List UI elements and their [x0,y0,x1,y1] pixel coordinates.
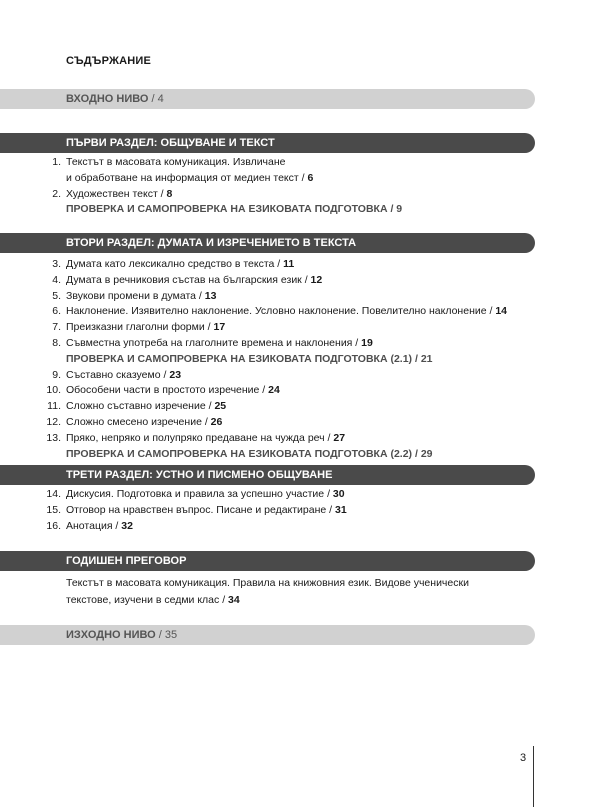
exit-level-band [0,625,535,645]
toc-item: 9. Съставно сказуемо / 23 [52,368,182,381]
toc-item: 7. Преизказни глаголни форми / 17 [52,321,226,334]
section3-title: ТРЕТИ РАЗДЕЛ: УСТНО И ПИСМЕНО ОБЩУВАНЕ [66,469,333,481]
check-item: ПРОВЕРКА И САМОПРОВЕРКА НА ЕЗИКОВАТА ПОДГОТОВКА (2.1) / 21 [66,352,433,365]
toc-item: 13. Пряко, непряко и полупряко предаване на чужда реч / 27 [46,431,346,444]
exit-level-label: ИЗХОДНО НИВО [66,629,156,641]
section2-list [30,257,530,462]
toc-item: 12. Сложно смесено изречение / 26 [46,415,223,428]
toc-item: 14. Дискусия. Подготовка и правила за успешно участие / 30 [46,488,345,500]
review-text: Текстът в масовата комуникация. Правила на книжовния език. Видове ученически текстове, изучени в седми клас / 34 [66,577,469,606]
toc-item: 5. Звукови промени в думата / 13 [52,289,217,302]
exit-level-page: / 35 [158,629,178,641]
toc-item: 2. Художествен текст / 8 [52,187,173,200]
toc-item: 6. Наклонение. Изявително наклонение. Условно наклонение. Повелително наклонение / 14 [52,305,508,318]
toc-item: 8. Съвместна употреба на глаголните времена и наклонения / 19 [52,336,373,349]
toc-item: 10. Обособени части в простото изречение / 24 [46,384,280,397]
check-item: ПРОВЕРКА И САМОПРОВЕРКА НА ЕЗИКОВАТА ПОДГОТОВКА / 9 [66,203,403,216]
toc-item: 15. Отговор на нравствен въпрос. Писане и редактиране / 31 [46,503,347,516]
section1-title: ПЪРВИ РАЗДЕЛ: ОБЩУВАНЕ И ТЕКСТ [66,137,275,149]
page-number: 3 [520,752,527,764]
section1-band [0,133,535,153]
section2-title: ВТОРИ РАЗДЕЛ: ДУМАТА И ИЗРЕЧЕНИЕТО В ТЕКСТА [66,237,357,249]
check-item: ПРОВЕРКА И САМОПРОВЕРКА НА ЕЗИКОВАТА ПОДГОТОВКА (2.2) / 29 [66,447,433,460]
toc-item: 11. Сложно съставно изречение / 25 [47,400,227,413]
toc-item: 16. Анотация / 32 [46,519,133,532]
toc-item: 4. Думата в речниковия състав на българския език / 12 [52,273,323,286]
toc-item: 3. Думата като лексикално средство в текста / 11 [52,258,295,270]
section2-band [0,233,535,253]
entry-level-page: / 4 [151,93,164,105]
page-edge-line [533,746,534,807]
section1-list [30,155,530,218]
entry-level-band [0,89,535,109]
section3-list [30,487,530,534]
entry-level-label: ВХОДНО НИВО [66,93,149,105]
review-title: ГОДИШЕН ПРЕГОВОР [66,555,187,567]
review-band [0,551,535,571]
toc-item: 1. Текстът в масовата комуникация. Извличане [52,156,286,168]
toc-item: и обработване на информация от медиен текст / 6 [66,171,314,184]
page-title: СЪДЪРЖАНИЕ [66,55,152,67]
section3-band [0,465,535,485]
